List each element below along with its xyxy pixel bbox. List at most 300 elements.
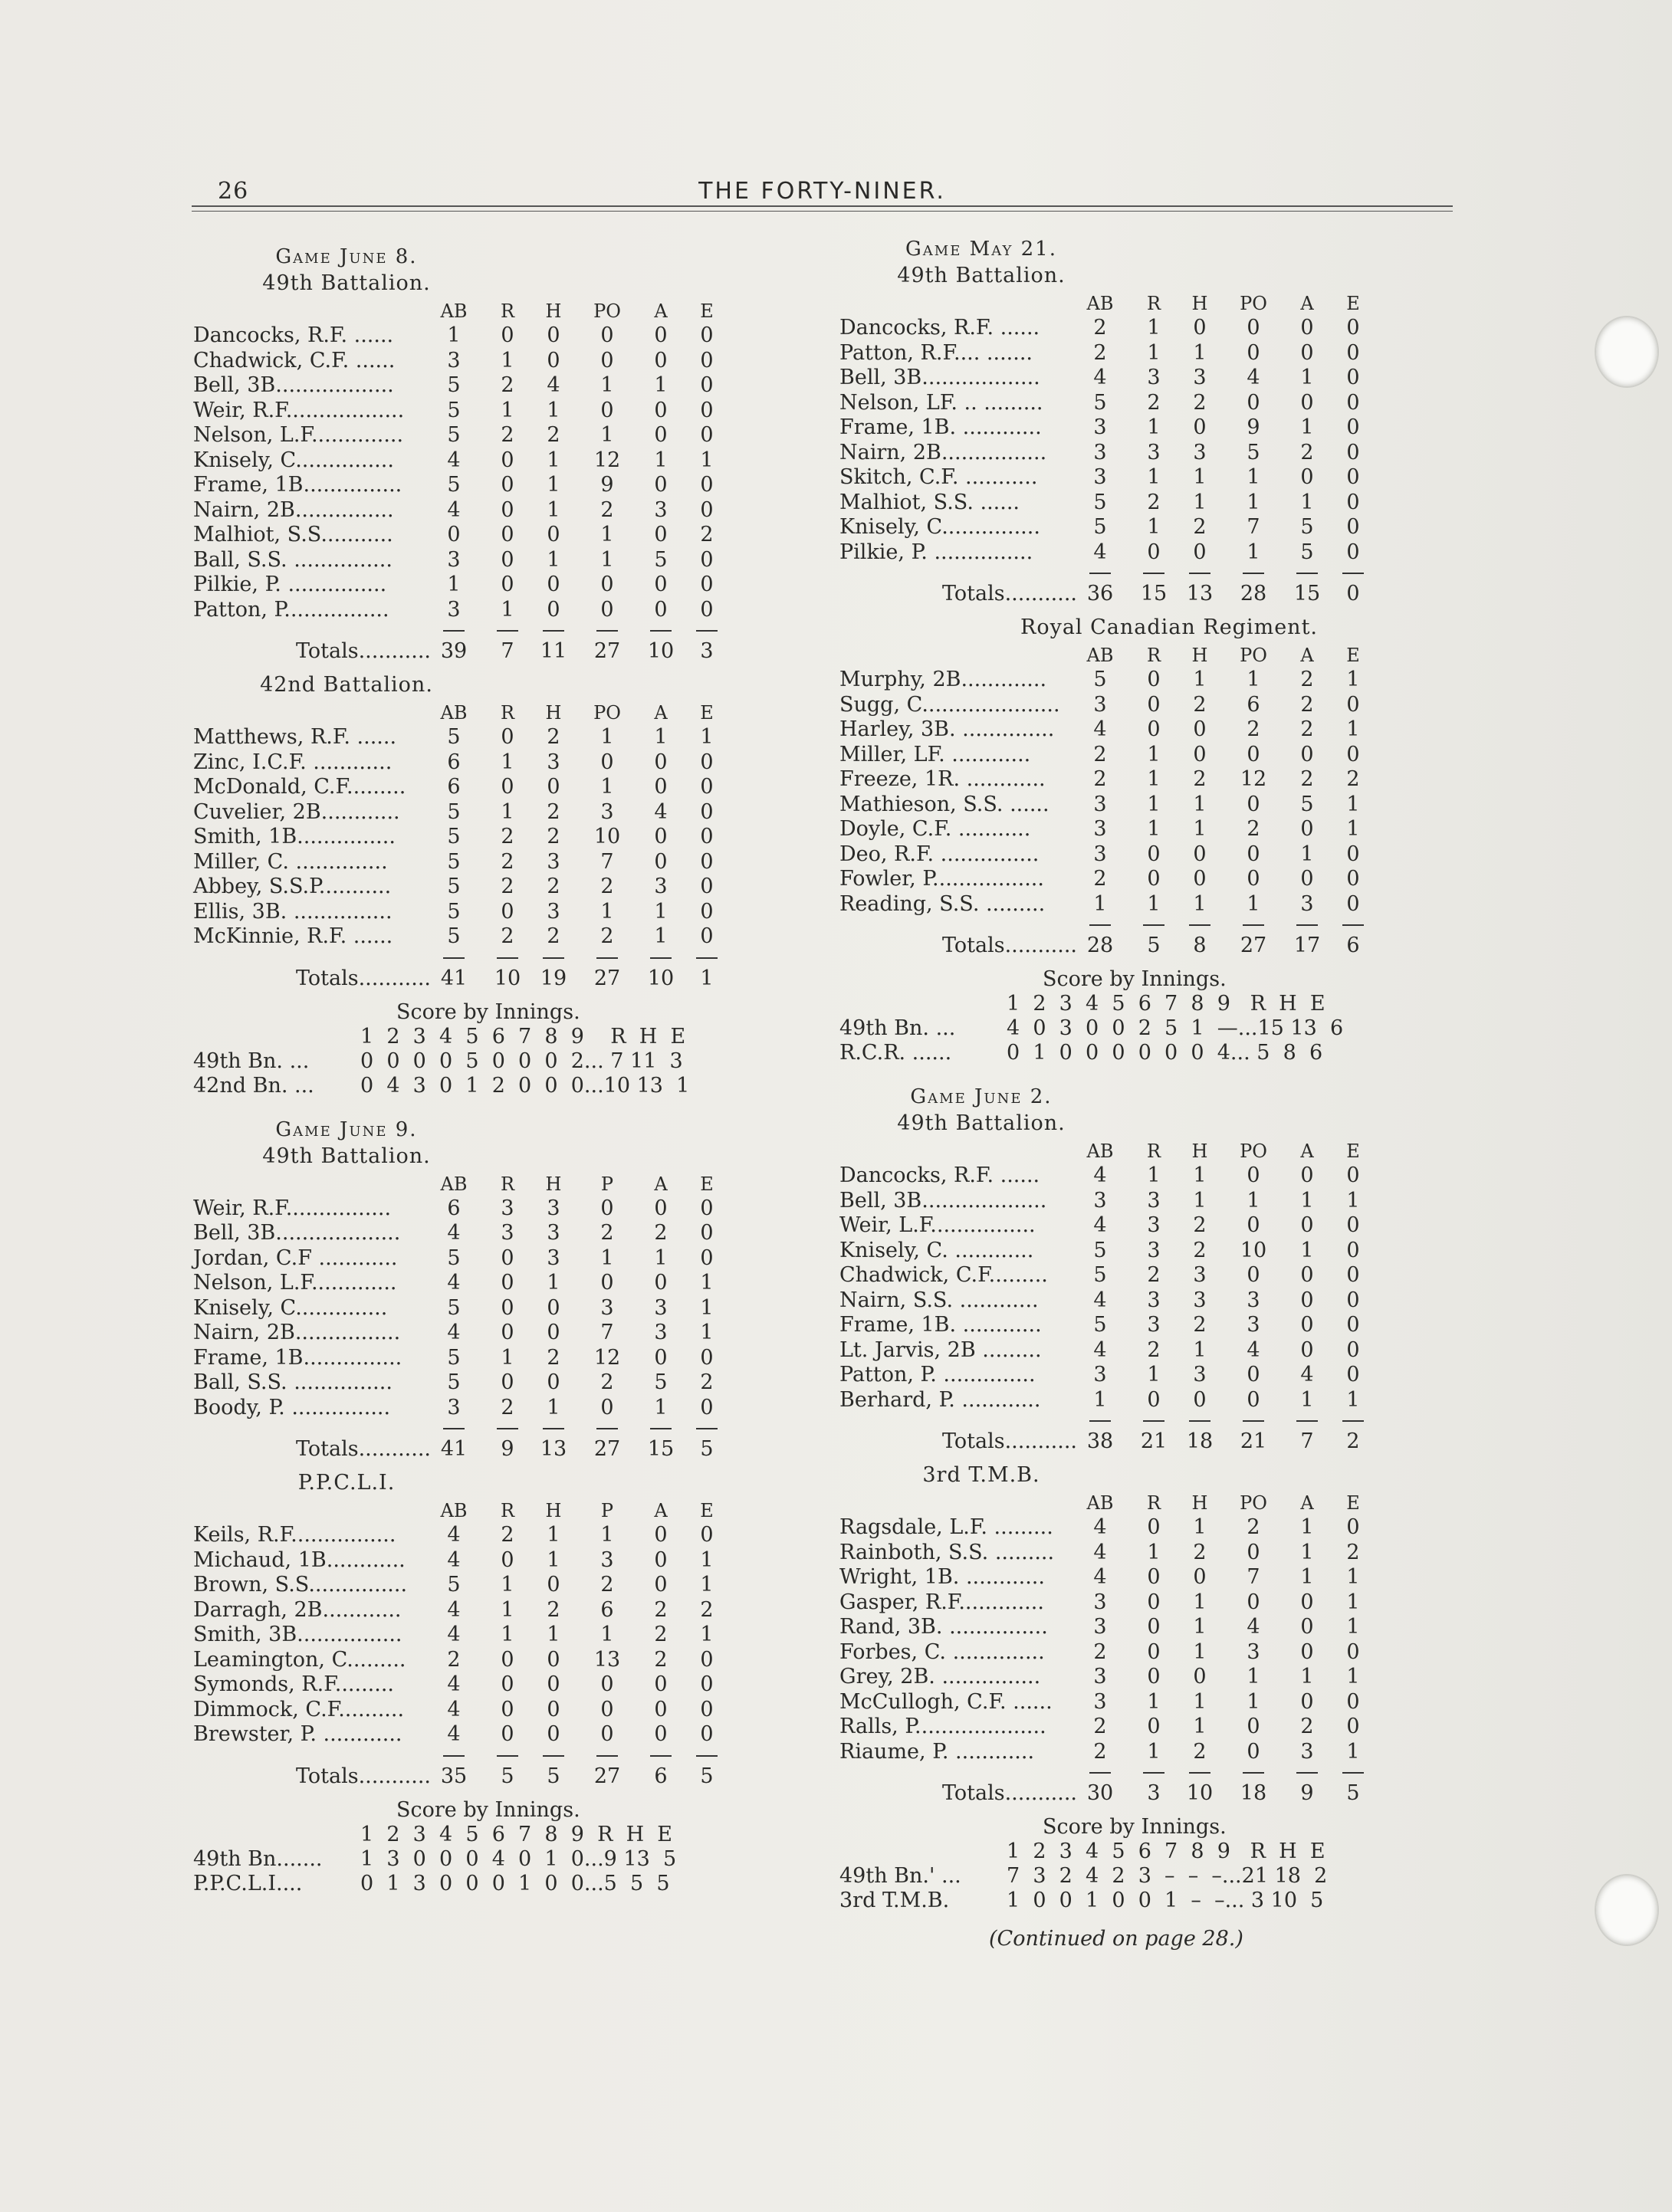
stat-value: 7 bbox=[600, 1321, 614, 1344]
stat-value: 0 bbox=[547, 1722, 560, 1746]
stat-value: 1 bbox=[600, 423, 614, 447]
player-row bbox=[839, 1590, 1468, 1615]
column-header: H bbox=[545, 1173, 562, 1195]
stat-value: 3 bbox=[1093, 415, 1107, 439]
stat-value: 1 bbox=[1193, 1337, 1207, 1362]
column-header: P bbox=[600, 1500, 614, 1521]
column-header: H bbox=[545, 300, 562, 322]
stat-value: 0 bbox=[654, 1523, 668, 1547]
dash-mark bbox=[497, 957, 518, 959]
stat-value: 2 bbox=[700, 1597, 714, 1622]
innings-header: 1 2 3 4 5 6 7 8 9 R H E bbox=[1007, 992, 1325, 1016]
totals-value: 5 bbox=[700, 1764, 714, 1788]
stat-value: 4 bbox=[447, 1523, 461, 1547]
stat-value: 0 bbox=[1346, 440, 1360, 464]
stat-value: 5 bbox=[447, 1370, 461, 1394]
stat-value: 1 bbox=[1193, 340, 1207, 365]
stat-value: 2 bbox=[1193, 390, 1207, 415]
player-row bbox=[839, 842, 1468, 867]
stat-value: 3 bbox=[1193, 1363, 1207, 1387]
stat-value: 5 bbox=[1300, 540, 1314, 564]
player-name: McKinnie, R.F. ...... bbox=[193, 924, 393, 948]
stat-value: 3 bbox=[1093, 440, 1107, 464]
dash-mark bbox=[1296, 573, 1318, 574]
totals-value: 5 bbox=[700, 1437, 714, 1461]
player-name: Jordan, C.F ............ bbox=[193, 1245, 398, 1270]
innings-header: 1 2 3 4 5 6 7 8 9 R H E bbox=[360, 1024, 686, 1049]
stat-value: 1 bbox=[654, 448, 668, 472]
stat-value: 0 bbox=[1346, 1639, 1360, 1664]
stat-value: 2 bbox=[1093, 742, 1107, 766]
dash-mark bbox=[1342, 1772, 1364, 1774]
stat-value: 0 bbox=[1346, 1213, 1360, 1237]
player-name: Fowler, P................. bbox=[839, 867, 1044, 891]
player-row bbox=[193, 1698, 822, 1722]
stat-value: 0 bbox=[1147, 1615, 1161, 1639]
stat-value: 1 bbox=[1147, 1363, 1161, 1387]
stat-value: 0 bbox=[600, 750, 614, 774]
player-name: Symonds, R.F......... bbox=[193, 1672, 394, 1696]
stat-value: 0 bbox=[654, 348, 668, 372]
stat-value: 3 bbox=[447, 547, 461, 572]
stat-value: 0 bbox=[700, 1395, 714, 1419]
stat-value: 1 bbox=[1193, 1615, 1207, 1639]
stat-value: 5 bbox=[1300, 515, 1314, 539]
dash-mark bbox=[1189, 1772, 1210, 1774]
stat-value: 2 bbox=[1147, 490, 1161, 514]
stat-value: 0 bbox=[501, 1245, 514, 1270]
stat-value: 1 bbox=[1346, 1665, 1360, 1689]
stat-value: 1 bbox=[1147, 891, 1161, 916]
innings-title: Score by Innings. bbox=[1043, 1815, 1227, 1839]
totals-value: 18 bbox=[1240, 1781, 1267, 1805]
stat-value: 2 bbox=[547, 825, 560, 848]
stat-value: 1 bbox=[700, 1321, 714, 1344]
stat-value: 0 bbox=[547, 523, 560, 546]
player-row bbox=[193, 548, 822, 573]
stat-value: 0 bbox=[501, 473, 514, 497]
stat-value: 1 bbox=[700, 1623, 714, 1646]
column-header: AB bbox=[1086, 1140, 1114, 1162]
innings-header: 1 2 3 4 5 6 7 8 9 R H E bbox=[1007, 1840, 1325, 1863]
player-name: Dimmock, C.F.......... bbox=[193, 1697, 405, 1721]
player-row bbox=[193, 825, 822, 849]
stat-value: 0 bbox=[1193, 316, 1207, 340]
player-name: Pilkie, P. ............... bbox=[193, 573, 387, 596]
stat-value: 0 bbox=[447, 523, 461, 546]
dash-mark bbox=[543, 1755, 564, 1757]
player-row bbox=[193, 1271, 822, 1295]
stat-value: 3 bbox=[1147, 1213, 1161, 1237]
column-header: PO bbox=[1240, 1140, 1267, 1162]
stat-value: 0 bbox=[654, 597, 668, 622]
stat-value: 0 bbox=[1346, 1363, 1360, 1387]
stat-value: 0 bbox=[700, 423, 714, 447]
game-caption: Game June 8. bbox=[275, 245, 418, 268]
player-row bbox=[193, 1321, 822, 1345]
punch-hole-top bbox=[1595, 316, 1659, 388]
stat-value: 3 bbox=[1093, 1590, 1107, 1614]
stat-value: 0 bbox=[1300, 390, 1314, 415]
player-name: Frame, 1B. ............ bbox=[839, 415, 1042, 439]
stat-value: 0 bbox=[1247, 742, 1260, 766]
stat-value: 2 bbox=[1147, 390, 1161, 415]
stat-value: 1 bbox=[1147, 515, 1161, 539]
table-header bbox=[839, 645, 1468, 669]
stat-value: 4 bbox=[1093, 1515, 1107, 1539]
stat-value: 1 bbox=[1346, 817, 1360, 841]
stat-value: 1 bbox=[1346, 1565, 1360, 1589]
stat-value: 0 bbox=[700, 1196, 714, 1220]
stat-value: 0 bbox=[501, 1722, 514, 1746]
stat-value: 0 bbox=[600, 1672, 614, 1696]
player-row bbox=[193, 875, 822, 899]
dash-mark bbox=[1296, 924, 1318, 926]
stat-value: 5 bbox=[447, 825, 461, 848]
stat-value: 3 bbox=[654, 497, 668, 522]
totals-value: 5 bbox=[1147, 934, 1161, 957]
dash-mark bbox=[443, 957, 465, 959]
player-name: Murphy, 2B............. bbox=[839, 668, 1047, 691]
stat-value: 2 bbox=[600, 1573, 614, 1597]
player-row bbox=[193, 850, 822, 875]
stat-value: 3 bbox=[1247, 1288, 1260, 1312]
stat-value: 4 bbox=[447, 1697, 461, 1721]
player-name: Deo, R.F. ............... bbox=[839, 842, 1040, 866]
stat-value: 0 bbox=[700, 825, 714, 848]
player-name: Keils, R.F................ bbox=[193, 1523, 396, 1547]
stat-value: 0 bbox=[1247, 340, 1260, 365]
stat-value: 1 bbox=[501, 1623, 514, 1646]
stat-value: 1 bbox=[600, 523, 614, 546]
column-header: E bbox=[1346, 293, 1360, 314]
stat-value: 0 bbox=[547, 1672, 560, 1696]
stat-value: 0 bbox=[1300, 465, 1314, 489]
stat-value: 2 bbox=[1247, 717, 1260, 741]
table-header bbox=[839, 293, 1468, 317]
stat-value: 2 bbox=[654, 1623, 668, 1646]
column-header: AB bbox=[440, 702, 468, 724]
totals-label: Totals........... bbox=[941, 1781, 1077, 1805]
stat-value: 2 bbox=[1193, 1739, 1207, 1764]
stat-value: 0 bbox=[501, 1672, 514, 1696]
player-name: Nairn, 2B................ bbox=[839, 440, 1047, 464]
player-name: Patton, R.F.... ....... bbox=[839, 340, 1033, 365]
team-heading: 49th Battalion. bbox=[262, 271, 431, 295]
stat-value: 2 bbox=[600, 924, 614, 948]
dash-mark bbox=[1189, 924, 1210, 926]
stat-value: 2 bbox=[1193, 1313, 1207, 1337]
stat-value: 0 bbox=[654, 825, 668, 848]
stat-value: 2 bbox=[1193, 1213, 1207, 1237]
stat-value: 2 bbox=[1300, 767, 1314, 791]
stat-value: 0 bbox=[700, 1221, 714, 1245]
stat-value: 0 bbox=[1300, 1639, 1314, 1664]
stat-value: 0 bbox=[1147, 1387, 1161, 1412]
stat-value: 0 bbox=[1247, 316, 1260, 340]
totals-value: 30 bbox=[1086, 1781, 1114, 1805]
stat-value: 1 bbox=[700, 725, 714, 749]
totals-value: 5 bbox=[1346, 1781, 1360, 1805]
stat-value: 1 bbox=[1300, 1665, 1314, 1689]
stat-value: 0 bbox=[1147, 1665, 1161, 1689]
dash-mark bbox=[1143, 1772, 1164, 1774]
stat-value: 4 bbox=[447, 1623, 461, 1646]
player-row bbox=[839, 1263, 1468, 1288]
player-row bbox=[839, 366, 1468, 390]
player-row bbox=[193, 349, 822, 373]
dash-mark bbox=[443, 630, 465, 632]
innings-scores: 1 3 0 0 0 4 0 1 0...9 13 5 bbox=[360, 1846, 677, 1871]
player-name: Darragh, 2B............ bbox=[193, 1597, 402, 1622]
dash-mark bbox=[543, 1428, 564, 1429]
stat-value: 1 bbox=[600, 775, 614, 799]
stat-value: 1 bbox=[447, 573, 461, 596]
dash-mark bbox=[1189, 1420, 1210, 1422]
stat-value: 0 bbox=[654, 1573, 668, 1597]
stat-value: 0 bbox=[700, 1697, 714, 1721]
stat-value: 0 bbox=[1247, 1715, 1260, 1738]
column-header: A bbox=[654, 300, 668, 322]
table-header bbox=[839, 1140, 1468, 1165]
stat-value: 5 bbox=[447, 1345, 461, 1370]
column-header: H bbox=[1191, 645, 1208, 666]
stat-value: 0 bbox=[654, 849, 668, 874]
player-row bbox=[839, 1363, 1468, 1387]
dash-mark bbox=[543, 957, 564, 959]
stat-value: 1 bbox=[501, 398, 514, 422]
stat-value: 0 bbox=[700, 1345, 714, 1370]
totals-value: 28 bbox=[1086, 934, 1114, 957]
player-name: Malhiot, S.S. ...... bbox=[839, 490, 1020, 514]
stat-value: 1 bbox=[600, 1245, 614, 1270]
totals-value: 13 bbox=[540, 1437, 567, 1461]
stat-value: 0 bbox=[1300, 1213, 1314, 1237]
column-header: A bbox=[1300, 293, 1314, 314]
stat-value: 0 bbox=[654, 423, 668, 447]
innings-scores: 0 1 0 0 0 0 0 0 4... 5 8 6 bbox=[1007, 1041, 1323, 1065]
player-name: Forbes, C. .............. bbox=[839, 1639, 1045, 1664]
stat-value: 2 bbox=[501, 875, 514, 898]
stat-value: 2 bbox=[1193, 1540, 1207, 1564]
stat-value: 0 bbox=[1247, 1590, 1260, 1614]
stat-value: 1 bbox=[501, 348, 514, 372]
player-row bbox=[193, 750, 822, 775]
stat-value: 1 bbox=[1346, 1590, 1360, 1614]
player-name: Weir, L.F................ bbox=[839, 1213, 1036, 1237]
player-row bbox=[193, 1672, 822, 1697]
stat-value: 4 bbox=[447, 1597, 461, 1622]
stat-value: 0 bbox=[501, 775, 514, 799]
stat-value: 5 bbox=[447, 1245, 461, 1270]
stat-value: 0 bbox=[600, 1271, 614, 1295]
stat-value: 0 bbox=[501, 725, 514, 749]
player-name: Harley, 3B. .............. bbox=[839, 717, 1055, 741]
player-name: Smith, 1B............... bbox=[193, 825, 396, 848]
stat-value: 0 bbox=[1346, 366, 1360, 389]
innings-title: Score by Innings. bbox=[396, 999, 580, 1024]
dash-mark bbox=[596, 1755, 618, 1757]
player-name: Reading, S.S. ......... bbox=[839, 891, 1046, 916]
player-name: McCullogh, C.F. ...... bbox=[839, 1689, 1053, 1714]
totals-label: Totals........... bbox=[295, 1437, 431, 1461]
player-name: Nairn, 2B................ bbox=[193, 1321, 401, 1344]
player-name: Ball, S.S. ............... bbox=[193, 1370, 393, 1394]
punch-hole-bottom bbox=[1595, 1874, 1659, 1946]
stat-value: 2 bbox=[1147, 1337, 1161, 1362]
stat-value: 0 bbox=[700, 1672, 714, 1696]
stat-value: 4 bbox=[447, 1321, 461, 1344]
innings-team: 42nd Bn. ... bbox=[193, 1073, 314, 1098]
stat-value: 5 bbox=[447, 423, 461, 447]
player-row bbox=[839, 1715, 1468, 1739]
stat-value: 0 bbox=[1193, 717, 1207, 741]
stat-value: 7 bbox=[600, 849, 614, 874]
player-row bbox=[839, 1338, 1468, 1363]
stat-value: 0 bbox=[700, 924, 714, 948]
stat-value: 3 bbox=[501, 1221, 514, 1245]
stat-value: 3 bbox=[1093, 842, 1107, 866]
dash-mark bbox=[497, 630, 518, 632]
stat-value: 0 bbox=[600, 1697, 614, 1721]
player-name: Bell, 3B.................. bbox=[839, 366, 1040, 389]
dash-mark bbox=[596, 957, 618, 959]
totals-row bbox=[839, 1781, 1468, 1806]
stat-value: 1 bbox=[1147, 465, 1161, 489]
player-name: Boody, P. ............... bbox=[193, 1395, 391, 1419]
totals-value: 9 bbox=[1300, 1781, 1314, 1805]
stat-value: 1 bbox=[1147, 742, 1161, 766]
page-number: 26 bbox=[218, 178, 249, 205]
stat-value: 1 bbox=[1247, 465, 1260, 489]
stat-value: 0 bbox=[1300, 1590, 1314, 1614]
stat-value: 7 bbox=[1247, 515, 1260, 539]
player-row bbox=[839, 515, 1468, 540]
stat-value: 0 bbox=[1247, 842, 1260, 866]
stat-value: 3 bbox=[1093, 1665, 1107, 1689]
stat-value: 0 bbox=[1300, 1263, 1314, 1287]
stat-value: 1 bbox=[1346, 1188, 1360, 1213]
stat-value: 1 bbox=[501, 1345, 514, 1370]
stat-value: 0 bbox=[654, 1271, 668, 1295]
stat-value: 1 bbox=[501, 750, 514, 774]
stat-value: 0 bbox=[654, 775, 668, 799]
player-row bbox=[193, 1221, 822, 1245]
stat-value: 0 bbox=[1346, 891, 1360, 916]
stat-value: 0 bbox=[1346, 1715, 1360, 1738]
stat-value: 5 bbox=[654, 547, 668, 572]
player-name: Ralls, P.................... bbox=[839, 1715, 1046, 1738]
player-row bbox=[193, 523, 822, 547]
stat-value: 0 bbox=[1346, 842, 1360, 866]
stat-value: 12 bbox=[593, 448, 621, 472]
player-row bbox=[839, 767, 1468, 792]
totals-value: 28 bbox=[1240, 582, 1267, 606]
stat-value: 3 bbox=[547, 1245, 560, 1270]
player-row bbox=[193, 1246, 822, 1271]
stat-value: 4 bbox=[1093, 540, 1107, 564]
stat-value: 6 bbox=[447, 750, 461, 774]
stat-value: 1 bbox=[654, 1395, 668, 1419]
player-row bbox=[193, 775, 822, 799]
stat-value: 1 bbox=[600, 725, 614, 749]
totals-value: 27 bbox=[593, 1437, 621, 1461]
player-name: Knisely, C.............. bbox=[193, 1295, 388, 1320]
innings-scores: 0 1 3 0 0 0 1 0 0...5 5 5 bbox=[360, 1871, 670, 1895]
totals-value: 5 bbox=[547, 1764, 560, 1788]
totals-value: 2 bbox=[1346, 1429, 1360, 1453]
stat-value: 1 bbox=[501, 799, 514, 824]
stat-value: 1 bbox=[1300, 1387, 1314, 1412]
dash-mark bbox=[543, 630, 564, 632]
totals-row bbox=[839, 934, 1468, 958]
stat-value: 4 bbox=[1093, 1213, 1107, 1237]
stat-value: 0 bbox=[700, 750, 714, 774]
player-name: Bell, 3B................... bbox=[193, 1221, 401, 1245]
player-row bbox=[839, 465, 1468, 490]
table-header bbox=[839, 1492, 1468, 1517]
stat-value: 1 bbox=[1093, 891, 1107, 916]
stat-value: 0 bbox=[1300, 1163, 1314, 1187]
stat-value: 0 bbox=[1300, 1689, 1314, 1714]
column-header: P bbox=[600, 1173, 614, 1195]
player-row bbox=[193, 1523, 822, 1547]
stat-value: 1 bbox=[547, 497, 560, 522]
player-name: Grey, 2B. ............... bbox=[839, 1665, 1041, 1689]
stat-value: 1 bbox=[600, 547, 614, 572]
stat-value: 5 bbox=[1093, 390, 1107, 415]
stat-value: 3 bbox=[1247, 1313, 1260, 1337]
stat-value: 1 bbox=[1147, 1540, 1161, 1564]
stat-value: 1 bbox=[700, 1573, 714, 1597]
totals-label: Totals........... bbox=[941, 1429, 1077, 1453]
stat-value: 0 bbox=[501, 448, 514, 472]
stat-value: 0 bbox=[547, 775, 560, 799]
player-row bbox=[193, 573, 822, 597]
stat-value: 2 bbox=[1193, 767, 1207, 791]
stat-value: 0 bbox=[700, 497, 714, 522]
stat-value: 1 bbox=[1147, 415, 1161, 439]
stat-value: 4 bbox=[1093, 1540, 1107, 1564]
stat-value: 2 bbox=[501, 373, 514, 397]
totals-label: Totals........... bbox=[295, 1764, 431, 1788]
stat-value: 0 bbox=[1346, 742, 1360, 766]
stat-value: 0 bbox=[700, 899, 714, 924]
stat-value: 2 bbox=[547, 1345, 560, 1370]
stat-value: 1 bbox=[1147, 767, 1161, 791]
stat-value: 2 bbox=[1300, 692, 1314, 717]
stat-value: 1 bbox=[1193, 1515, 1207, 1539]
player-row bbox=[839, 717, 1468, 742]
stat-value: 5 bbox=[447, 1295, 461, 1320]
player-name: Nelson, L.F.............. bbox=[193, 423, 404, 447]
column-header: A bbox=[654, 1173, 668, 1195]
column-header: E bbox=[1346, 1140, 1360, 1162]
stat-value: 1 bbox=[1300, 1188, 1314, 1213]
column-header: R bbox=[500, 300, 515, 322]
stat-value: 0 bbox=[1193, 842, 1207, 866]
innings-team: 3rd T.M.B. bbox=[839, 1889, 950, 1912]
player-row bbox=[839, 867, 1468, 891]
stat-value: 1 bbox=[1247, 540, 1260, 564]
player-name: Smith, 3B................ bbox=[193, 1623, 402, 1646]
player-name: Patton, P................ bbox=[193, 597, 389, 622]
innings-team: 49th Bn....... bbox=[193, 1846, 323, 1871]
stat-value: 0 bbox=[600, 597, 614, 622]
player-name: Bell, 3B................... bbox=[839, 1188, 1047, 1213]
game-caption: Game June 2. bbox=[910, 1085, 1053, 1108]
totals-row bbox=[193, 1437, 822, 1462]
